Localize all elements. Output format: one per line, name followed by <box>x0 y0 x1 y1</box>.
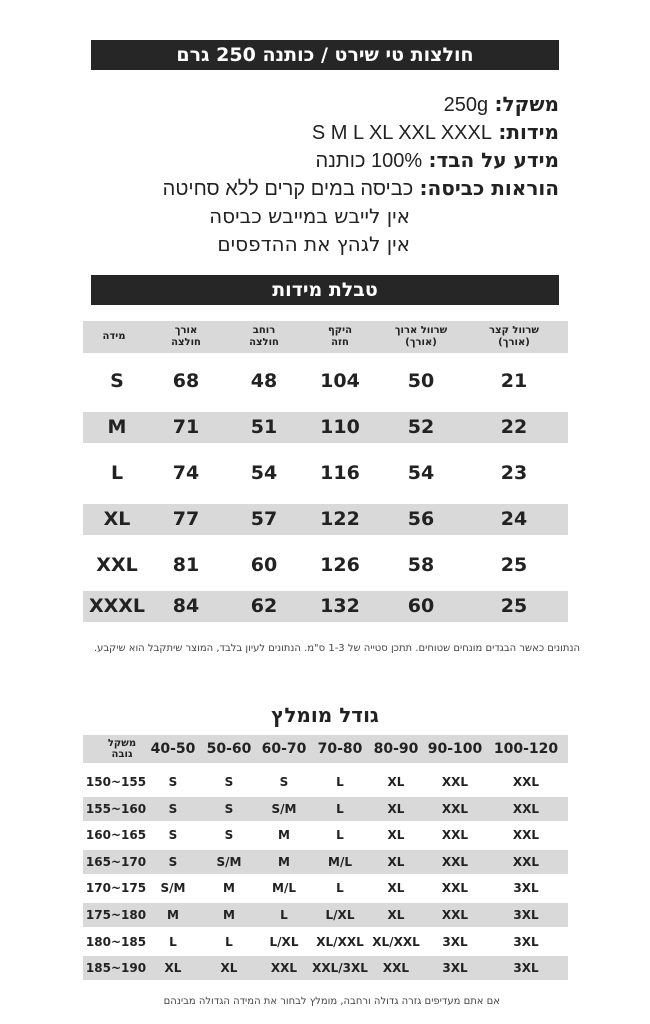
fabric-line <box>315 148 559 173</box>
cell-chest: 126 <box>320 554 360 576</box>
weight-header: 80-90 <box>373 741 419 757</box>
cell-width: 57 <box>250 508 278 530</box>
recommended-size-cell: 3XL <box>513 935 539 949</box>
cell-short-sleeve: 25 <box>500 554 528 576</box>
height-cell: 175~180 <box>85 908 147 922</box>
height-cell: 180~185 <box>85 935 147 949</box>
height-cell: 185~190 <box>85 961 147 975</box>
cell-width: 48 <box>250 370 278 392</box>
recommended-size-cell: 3XL <box>513 908 539 922</box>
recommended-size-cell: L <box>225 935 233 949</box>
recommended-size-cell: L <box>336 828 344 842</box>
weight-header: 50-60 <box>206 741 252 757</box>
recommended-size-cell: L/XL <box>325 908 355 922</box>
recommended-row-shade <box>83 850 568 874</box>
recommended-size-cell: XXL <box>441 802 469 816</box>
recommended-size-cell: L <box>280 908 288 922</box>
recommended-size-cell: XL <box>387 855 405 869</box>
recommended-size-cell: M <box>167 908 179 922</box>
fabric-label: מידע על הבד: <box>428 148 559 172</box>
cell-long-sleeve: 60 <box>407 595 435 617</box>
header-length-line1: אורך <box>174 325 198 336</box>
header-length-line2: חולצה <box>171 337 201 348</box>
sizes-label: מידות: <box>498 120 559 144</box>
weight-header: 60-70 <box>261 741 307 757</box>
height-cell: 160~165 <box>85 828 147 842</box>
recommended-size-cell: 3XL <box>513 881 539 895</box>
cell-width: 54 <box>250 462 278 484</box>
cell-short-sleeve: 23 <box>500 462 528 484</box>
recommended-size-cell: XL <box>164 961 182 975</box>
height-cell: 150~155 <box>85 775 147 789</box>
recommended-size-cell: S <box>279 775 289 789</box>
cell-length: 81 <box>172 554 200 576</box>
recommended-size-cell: XXL <box>512 828 540 842</box>
header-size: מידה <box>102 331 126 342</box>
weight-label: משקל: <box>494 92 559 116</box>
cell-size: XL <box>103 508 131 530</box>
recommended-size-cell: L/XL <box>269 935 299 949</box>
sizes-line <box>312 120 559 145</box>
header-chest-line2: חזה <box>331 337 349 348</box>
fabric-value: 100% כותנה <box>315 150 423 172</box>
cell-long-sleeve: 50 <box>407 370 435 392</box>
recommended-size-cell: L <box>336 802 344 816</box>
cell-size: XXXL <box>88 595 146 617</box>
recommended-size-cell: S/M <box>216 855 242 869</box>
recommended-size-cell: S <box>168 855 178 869</box>
cell-long-sleeve: 54 <box>407 462 435 484</box>
wash-line-2: אין לייבש במייבש כביסה <box>209 204 410 228</box>
cell-long-sleeve: 56 <box>407 508 435 530</box>
recommended-size-cell: S <box>224 802 234 816</box>
cell-width: 60 <box>250 554 278 576</box>
recommended-size-cell: M/L <box>272 881 296 895</box>
cell-length: 71 <box>172 416 200 438</box>
recommended-size-cell: 3XL <box>442 961 468 975</box>
recommended-size-cell: S <box>168 828 178 842</box>
cell-short-sleeve: 22 <box>500 416 528 438</box>
weight-line <box>444 92 559 117</box>
cell-length: 74 <box>172 462 200 484</box>
cell-length: 84 <box>172 595 200 617</box>
recommended-size-cell: XL/XXL <box>316 935 364 949</box>
cell-size: XXL <box>96 554 138 576</box>
header-length <box>171 325 201 349</box>
header-long-sleeve-line2: (אורך) <box>405 337 437 348</box>
recommended-size-cell: XXL <box>270 961 298 975</box>
cell-long-sleeve: 58 <box>407 554 435 576</box>
cell-short-sleeve: 24 <box>500 508 528 530</box>
cell-width: 62 <box>250 595 278 617</box>
header-short-sleeve-line2: (אורך) <box>498 337 530 348</box>
cell-short-sleeve: 25 <box>500 595 528 617</box>
recommended-size-cell: XXL <box>512 775 540 789</box>
wash-line-1: כביסה במים קרים ללא סחיטה <box>162 178 414 200</box>
header-long-sleeve <box>395 325 448 349</box>
cell-size: S <box>110 370 124 392</box>
recommended-size-cell: XXL <box>512 802 540 816</box>
recommended-table-header <box>83 735 568 763</box>
wash-label: הוראות כביסה: <box>419 176 559 200</box>
recommended-size-cell: XXL <box>441 855 469 869</box>
cell-length: 77 <box>172 508 200 530</box>
cell-size: M <box>107 416 127 438</box>
cell-long-sleeve: 52 <box>407 416 435 438</box>
weight-header: 100-120 <box>493 741 559 757</box>
height-cell: 165~170 <box>85 855 147 869</box>
recommended-size-cell: L <box>336 881 344 895</box>
recommended-size-cell: S <box>168 775 178 789</box>
weight-value: 250g <box>443 94 489 116</box>
cell-chest: 104 <box>320 370 360 392</box>
height-cell: 155~160 <box>85 802 147 816</box>
recommended-size-cell: XL <box>387 775 405 789</box>
recommended-size-cell: L <box>169 935 177 949</box>
cell-chest: 116 <box>320 462 360 484</box>
recommended-size-cell: M <box>223 881 235 895</box>
recommended-size-cell: M <box>223 908 235 922</box>
recommendation-note: אם אתם מעדיפים גזרה גדולה ורחבה, מומלץ לבחור את המידה הגדולה מבינהם <box>163 996 500 1007</box>
corner-height-label: גובה <box>111 749 133 760</box>
recommended-size-cell: S <box>224 775 234 789</box>
header-short-sleeve-line1: שרוול קצר <box>489 325 539 336</box>
wash-line-3: אין לגהץ את ההדפסים <box>217 232 410 256</box>
recommended-size-cell: M <box>278 828 290 842</box>
recommended-size-cell: XL <box>387 802 405 816</box>
recommended-size-cell: 3XL <box>442 935 468 949</box>
sizes-value: S M L XL XXL XXXL <box>311 122 492 144</box>
recommended-size-cell: S <box>168 802 178 816</box>
recommended-row-shade <box>83 797 568 821</box>
size-table-banner <box>91 275 559 305</box>
recommended-size-cell: XXL <box>441 828 469 842</box>
recommended-title: גודל מומלץ <box>271 703 379 727</box>
recommended-size-cell: XXL <box>441 881 469 895</box>
weight-header: 90-100 <box>427 741 483 757</box>
recommended-size-cell: XL <box>387 908 405 922</box>
recommended-size-cell: XXL <box>441 908 469 922</box>
header-width <box>249 325 279 349</box>
header-short-sleeve <box>489 325 539 349</box>
header-chest <box>328 325 352 349</box>
recommended-size-cell: XL <box>387 881 405 895</box>
corner-weight-label: משקל <box>107 738 137 749</box>
product-title-banner <box>91 40 559 70</box>
cell-short-sleeve: 21 <box>500 370 528 392</box>
size-table-title: טבלת מידות <box>272 279 378 301</box>
recommended-size-cell: M <box>278 855 290 869</box>
cell-chest: 132 <box>320 595 360 617</box>
recommended-size-cell: S/M <box>271 802 297 816</box>
recommended-size-cell: S <box>224 828 234 842</box>
cell-length: 68 <box>172 370 200 392</box>
recommended-size-cell: XXL <box>512 855 540 869</box>
wash-line <box>163 176 559 201</box>
product-title: חולצות טי שירט / כותנה 250 גרם <box>176 44 474 66</box>
header-long-sleeve-line1: שרוול ארוך <box>394 325 448 336</box>
recommended-size-cell: XXL <box>441 775 469 789</box>
size-table-header <box>83 321 568 353</box>
corner-header <box>108 738 136 760</box>
height-cell: 170~175 <box>85 881 147 895</box>
header-width-line2: חולצה <box>249 337 279 348</box>
measurement-note: הנתונים כאשר הבגדים מונחים שטוחים. תתכן סטייה של 1-3 ס"מ. הנתונים לעיון בלבד, המוצר שיתקבל הוא שיקבע. <box>93 643 580 654</box>
recommended-size-cell: XXL <box>382 961 410 975</box>
recommended-size-cell: L <box>336 775 344 789</box>
cell-chest: 122 <box>320 508 360 530</box>
header-chest-line1: היקף <box>328 325 352 336</box>
cell-width: 51 <box>250 416 278 438</box>
recommended-size-cell: M/L <box>328 855 352 869</box>
weight-header: 70-80 <box>317 741 363 757</box>
header-width-line1: רוחב <box>252 325 276 336</box>
recommended-size-cell: XL <box>220 961 238 975</box>
weight-header: 40-50 <box>150 741 196 757</box>
recommended-size-cell: S/M <box>160 881 186 895</box>
cell-size: L <box>110 462 124 484</box>
recommended-size-cell: XL/XXL <box>372 935 420 949</box>
recommended-size-cell: 3XL <box>513 961 539 975</box>
recommended-size-cell: XL <box>387 828 405 842</box>
cell-chest: 110 <box>320 416 360 438</box>
recommended-size-cell: XXL/3XL <box>312 961 368 975</box>
